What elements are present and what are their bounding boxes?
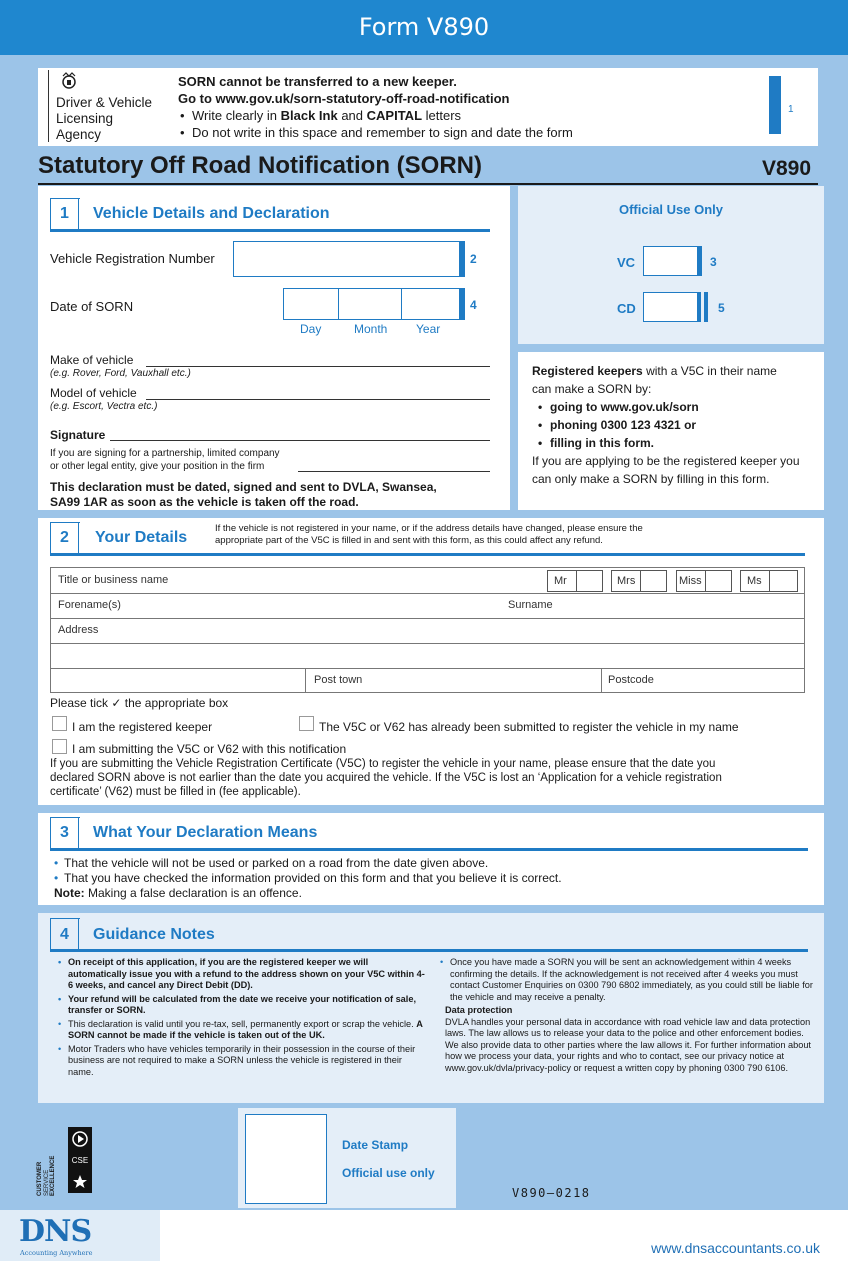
section2-tab-divider (78, 522, 79, 554)
post-town-divider (305, 668, 306, 693)
registered-keeper-label: I am the registered keeper (72, 720, 213, 734)
date-marker (459, 288, 465, 320)
cd-ref: 5 (718, 301, 725, 315)
v5c-paragraph: If you are submitting the Vehicle Registration Certificate (V5C) to register the vehicle in your name, please ensure that the date you declared SORN above is not earlier than the date you acquired the vehicle. If the V5C is lost an ‘Application for a vehicle registration certificate’ (V62) must be filled in (fee applicable). (50, 758, 722, 798)
cse-badge: CSE (68, 1151, 92, 1171)
make-input[interactable] (146, 366, 490, 367)
title-miss-box[interactable] (705, 570, 732, 592)
guidance-right: • Once you have made a SORN you will be sent an acknowledgement within 4 weeks confirming the details. If the acknowledgement is not received after 4 weeks you must contact Customer Enquiries on 0300 790 6802 immediately, as you could still be liable for the vehicle and may receive a penalty. Data protection DVLA handles your personal data in accordance with road vehicle law and data protection laws. The law allows us to release your data to the police and other enforcement bodies. We also provide data to other parties where the law allows it. For further information about how we process your data, your rights and who to contact, see our privacy notice at www.gov.uk/dvla/privacy-policy or request a written copy by phoning 0300 790 6106. (438, 957, 813, 1074)
vc-ref: 3 (710, 255, 717, 269)
address-row-3 (50, 668, 805, 693)
section1-tab-left (50, 198, 51, 230)
declaration-point: • That the vehicle will not be used or parked on a road from the date given above. (52, 856, 562, 871)
position-input[interactable] (298, 471, 490, 472)
date-month-label: Month (354, 322, 388, 336)
postcode-label: Postcode (608, 674, 654, 686)
already-submitted-label: The V5C or V62 has already been submitted to register the vehicle in my name (319, 720, 739, 734)
section4-tab-top (50, 918, 80, 919)
title-mrs-label: Mrs (617, 575, 636, 587)
header-notice: SORN cannot be transferred to a new keeper. Go to www.gov.uk/sorn-statutory-off-road-notification • Write clearly in Black Ink and CAPITAL letters • Do not write in this space and remember to sign and date the form (178, 73, 738, 141)
title-mr-label: Mr (554, 575, 567, 587)
section3-number: 3 (60, 824, 69, 841)
date-stamp-subtitle: Official use only (342, 1166, 435, 1180)
section3-tab-top (50, 817, 80, 818)
declaration-points: • That the vehicle will not be used or parked on a road from the date given above. • That you have checked the information provided on this form and that you believe it is correct. Note: Making a false declaration is an offence. (52, 856, 562, 901)
model-label: Model of vehicle (50, 386, 137, 400)
declaration-point: • That you have checked the information provided on this form and that you believe it is correct. (52, 871, 562, 886)
section4-tab-left (50, 918, 51, 950)
signature-input[interactable] (110, 440, 490, 441)
surname-label: Surname (508, 599, 553, 611)
header-marker-bar (769, 76, 781, 134)
date-label: Date of SORN (50, 299, 134, 314)
section3-tab-divider (78, 817, 79, 849)
section4-tab-divider (78, 918, 79, 950)
date-stamp-box (245, 1114, 327, 1204)
partnership-note: If you are signing for a partnership, limited company or other legal entity, give your position in the firm (50, 448, 280, 472)
cd-input (643, 292, 699, 322)
already-submitted-checkbox[interactable] (299, 716, 314, 731)
signature-label: Signature (50, 428, 106, 442)
keepers-info: Registered keepers with a V5C in their name can make a SORN by: • going to www.gov.uk/sorn • phoning 0300 123 4321 or • filling in this form. If you are applying to be the registered keeper you can only make a SORN by filling in this form. (532, 362, 817, 488)
section1-underline (50, 229, 490, 232)
vc-input (643, 246, 699, 276)
keeper-option: • phoning 0300 123 4321 or (536, 416, 817, 434)
submitting-checkbox[interactable] (52, 739, 67, 754)
section2-note: If the vehicle is not registered in your name, or if the address details have changed, please ensure the appropriate part of the V5C is filled in and sent with this form, as this could affect any refund. (215, 523, 643, 546)
section4-underline (50, 949, 808, 952)
crest-icon (58, 72, 80, 92)
address-row-2[interactable] (50, 643, 805, 668)
date-day-input[interactable] (283, 288, 339, 320)
title-ms-label: Ms (747, 575, 762, 587)
make-hint: (e.g. Rover, Ford, Vauxhall etc.) (50, 368, 191, 379)
section3-tab-left (50, 817, 51, 849)
section1-tab-divider (78, 198, 79, 230)
vc-label: VC (617, 255, 636, 270)
dns-tagline: Accounting Anywhere (20, 1249, 93, 1257)
cd-label: CD (617, 301, 636, 316)
date-month-input[interactable] (338, 288, 402, 320)
section2-tab-left (50, 522, 51, 554)
date-year-label: Year (416, 322, 441, 336)
make-label: Make of vehicle (50, 353, 134, 367)
declaration-text: This declaration must be dated, signed and sent to DVLA, Swansea, SA99 1AR as soon as the vehicle is taken off the road. (50, 480, 437, 509)
cse-star-icon (68, 1171, 92, 1193)
dns-logo: DNS (19, 1214, 92, 1249)
vrn-label: Vehicle Registration Number (50, 251, 215, 266)
vrn-marker (459, 241, 465, 277)
form-reference: V890–0218 (512, 1186, 591, 1200)
section2-title: Your Details (95, 529, 188, 546)
submitting-label: I am submitting the V5C or V62 with this notification (72, 742, 347, 756)
guidance-left: • On receipt of this application, if you are the registered keeper we will automatically issue you with a refund to the address shown on your V5C within 4-6 weeks, and cancel any Direct Debit (DD). • Your refund will be calculated from the date we receive your notification of sale, transfer or SORN. • This declaration is valid until you re-tax, sell, permanently export or scrap the vehicle. A SORN cannot be made if the vehicle is taken out of the UK. • Motor Traders who have vehicles temporarily in their possession in the course of their business are not required to make a SORN unless the vehicle is registered in their name. (56, 957, 428, 1078)
title-mrs-box[interactable] (640, 570, 667, 592)
form-code: V890 (762, 157, 812, 180)
vrn-input[interactable] (233, 241, 461, 277)
tick-instruction: Please tick ✓ the appropriate box (50, 696, 229, 710)
address-label: Address (58, 624, 99, 636)
section1-tab-top (50, 198, 80, 199)
date-day-label: Day (300, 322, 322, 336)
agency-divider (48, 70, 49, 142)
section2-tab-top (50, 522, 80, 523)
agency-name: Driver & Vehicle Licensing Agency (56, 95, 153, 142)
keeper-option: • filling in this form. (536, 434, 817, 452)
section1-title: Vehicle Details and Declaration (93, 205, 330, 222)
official-use-title: Official Use Only (618, 202, 724, 217)
date-stamp-title: Date Stamp (342, 1138, 409, 1152)
address-row-1[interactable] (50, 618, 805, 643)
cse-label: CUSTOMER SERVICE EXCELLENCE (37, 1155, 56, 1196)
cse-play-icon (68, 1127, 92, 1151)
title-miss-label: Miss (679, 575, 702, 587)
date-ref: 4 (470, 298, 477, 312)
keeper-option: • going to www.gov.uk/sorn (536, 398, 817, 416)
footer-website-link[interactable]: www.dnsaccountants.co.uk (651, 1240, 820, 1256)
registered-keeper-checkbox[interactable] (52, 716, 67, 731)
title-mr-box[interactable] (576, 570, 603, 592)
cd-marker-b (704, 292, 708, 322)
vc-marker (697, 246, 702, 276)
post-town-label: Post town (314, 674, 363, 686)
header-box-number: 1 (788, 104, 794, 115)
section2-underline (50, 553, 805, 556)
model-input[interactable] (146, 399, 490, 400)
section3-underline (50, 848, 808, 851)
section1-number: 1 (60, 205, 69, 222)
title-ms-box[interactable] (769, 570, 798, 592)
forename-label: Forename(s) (58, 599, 121, 611)
title-rule (38, 183, 818, 185)
model-hint: (e.g. Escort, Vectra etc.) (50, 401, 158, 412)
name-row[interactable] (50, 593, 805, 618)
title-label: Title or business name (58, 574, 169, 586)
section2-number: 2 (60, 529, 69, 546)
form-banner: Form V890 (0, 0, 848, 55)
cd-marker-a (697, 292, 701, 322)
form-title: Statutory Off Road Notification (SORN) (38, 152, 482, 179)
tick-mark-icon: ✓ (111, 696, 122, 710)
postcode-divider (601, 668, 602, 693)
section4-number: 4 (60, 926, 69, 943)
vrn-ref: 2 (470, 252, 477, 266)
section3-title: What Your Declaration Means (93, 824, 318, 841)
date-year-input[interactable] (401, 288, 461, 320)
section4-title: Guidance Notes (93, 926, 215, 943)
